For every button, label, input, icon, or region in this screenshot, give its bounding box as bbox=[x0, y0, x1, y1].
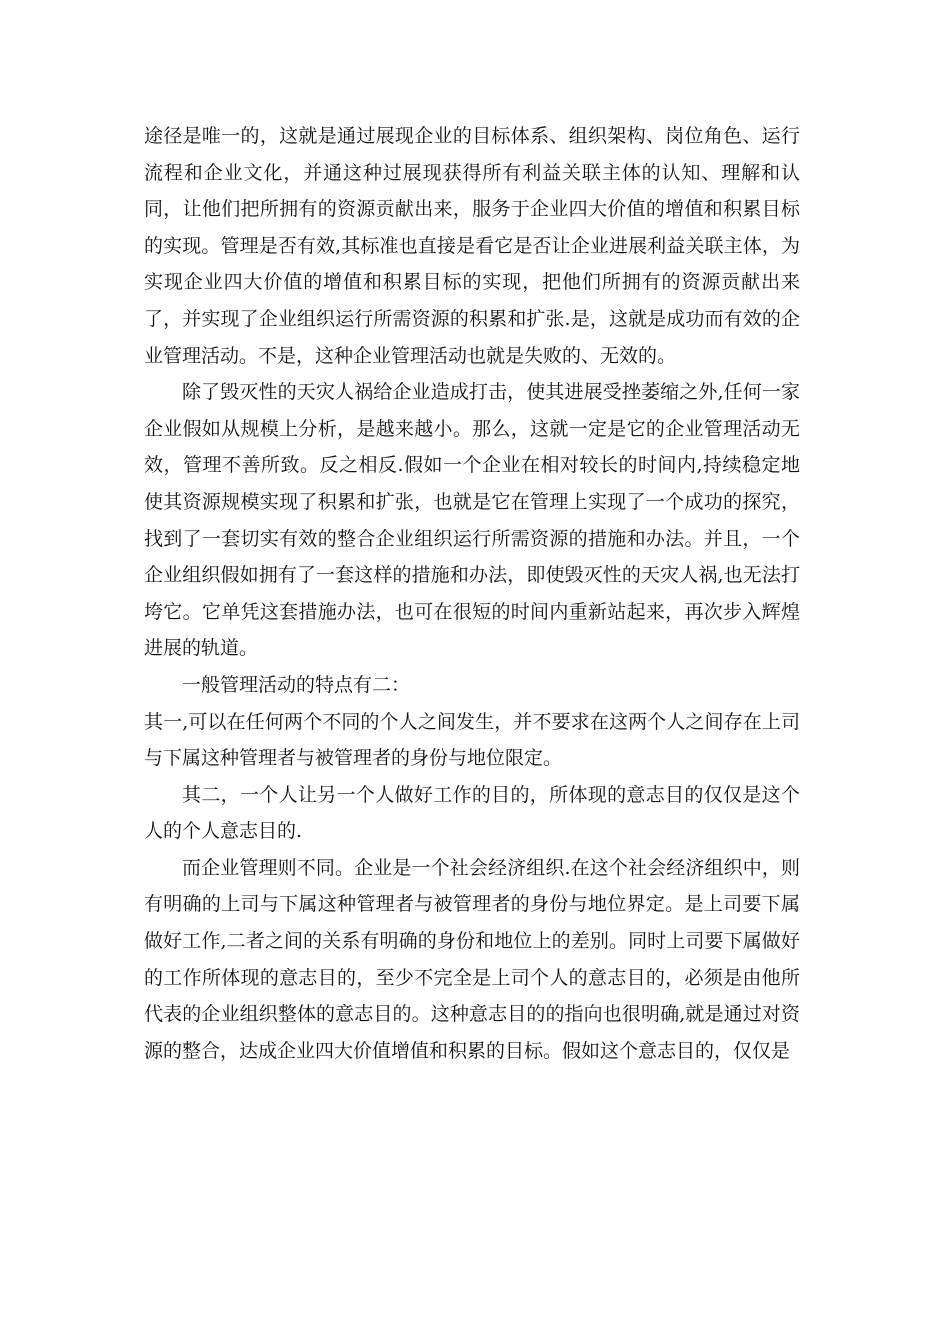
paragraph-4: 其一,可以在任何两个不同的个人之间发生，并不要求在这两个人之间存在上司与下属这种管理者与被管理者的身份与地位限定。 bbox=[144, 710, 800, 770]
paragraph-3: 一般管理活动的特点有二： bbox=[182, 673, 411, 696]
paragraph-2: 除了毁灭性的天灾人祸给企业造成打击，使其进展受挫萎缩之外,任何一家企业假如从规模上分析，是越来越小。那么，这就一定是它的企业管理活动无效，管理不善所致。反之相反.假如一个企业在相对较长的时间内,持续稳定地使其资源规模实现了积累和扩张，也就是它在管理上实现了一个成功的探究，找到了一套切实有效的整合企业组织运行所需资源的措施和办法。并且，一个企业组织假如拥有了一套这样的措施和办法，即使毁灭性的天灾人祸,也无法打垮它。它单凭这套措施办法，也可在很短的时间内重新站起来，再次步入辉煌进展的轨道。 bbox=[144, 381, 800, 660]
paragraph-6: 而企业管理则不同。企业是一个社会经济组织.在这个社会经济组织中，则有明确的上司与下属这种管理者与被管理者的身份与地位界定。是上司要下属做好工作,二者之间的关系有明确的身份和地位上的差别。同时上司要下属做好的工作所体现的意志目的，至少不完全是上司个人的意志目的，必须是由他所代表的企业组织整体的意志目的。这种意志目的的指向也很明确,就是通过对资源的整合，达成企业四大价值增值和积累的目标。假如这个意志目的，仅仅是 bbox=[144, 856, 800, 1062]
paragraph-5: 其二，一个人让另一个人做好工作的目的，所体现的意志目的仅仅是这个人的个人意志目的. bbox=[144, 783, 800, 843]
paragraph-1: 途径是唯一的，这就是通过展现企业的目标体系、组织架构、岗位角色、运行流程和企业文化，并通这种过展现获得所有利益关联主体的认知、理解和认同，让他们把所拥有的资源贡献出来，服务于企业四大价值的增值和积累目标的实现。管理是否有效,其标准也直接是看它是否让企业进展利益关联主体，为实现企业四大价值的增值和积累目标的实现，把他们所拥有的资源贡献出来了，并实现了企业组织运行所需资源的积累和扩张.是，这就是成功而有效的企业管理活动。不是，这种企业管理活动也就是失败的、无效的。 bbox=[144, 125, 800, 367]
document-body bbox=[144, 118, 800, 1069]
